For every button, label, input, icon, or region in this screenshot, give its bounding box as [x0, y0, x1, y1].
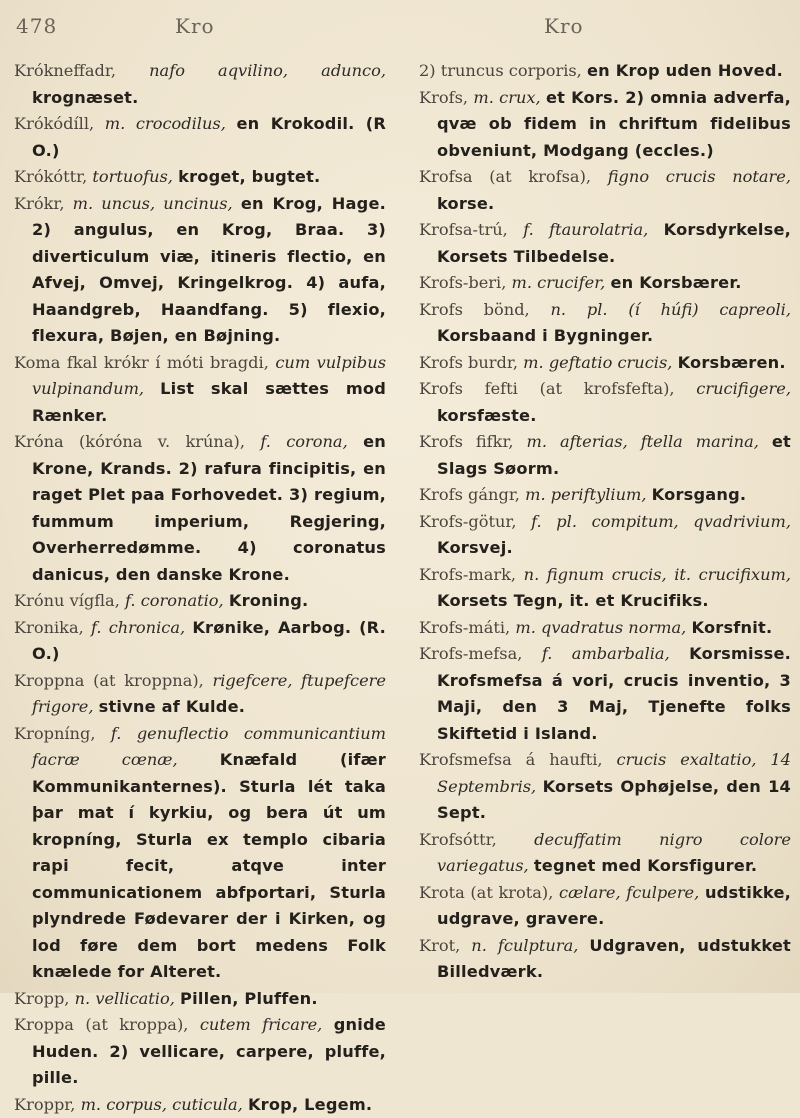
- dictionary-entry: [419, 880, 791, 933]
- dictionary-entry: [419, 376, 791, 429]
- latin-gloss: f. ftaurolatria,: [523, 220, 648, 239]
- dictionary-entry: [14, 191, 386, 350]
- latin-gloss: m. crux,: [473, 88, 540, 107]
- danish-gloss: Udgraven, udstukket Billedværk.: [437, 936, 791, 982]
- danish-gloss: List skal sættes mod Rænker.: [32, 379, 386, 425]
- headword: Kroppr,: [14, 1095, 75, 1114]
- dictionary-entry: [419, 270, 791, 297]
- headword: Krofs bönd,: [419, 300, 530, 319]
- headword: Kropp,: [14, 989, 69, 1008]
- danish-gloss: Korsvej.: [437, 538, 513, 557]
- headword: Krofs burdr,: [419, 353, 518, 372]
- danish-gloss: gnide Huden. 2) vellicare, carpere, pluffe, pille.: [32, 1015, 386, 1087]
- headword: Koma fkal krókr í móti bragdi,: [14, 353, 269, 372]
- latin-gloss: n. fignum crucis, it. crucifixum,: [524, 565, 791, 584]
- dictionary-entry: [419, 562, 791, 615]
- headword: Kroppna (at kroppna),: [14, 671, 204, 690]
- latin-gloss: f. corona,: [260, 432, 347, 451]
- latin-gloss: n. fculptura,: [471, 936, 578, 955]
- danish-gloss: en Krone, Krands. 2) rafura fincipitis, en raget Plet paa Forhovedet. 3) regium, fummum imperium, Regjering, Overherredømme. 4) coronatus danicus, den danske Krone.: [32, 432, 386, 584]
- dictionary-entry: [419, 641, 791, 747]
- dictionary-entry: [14, 58, 386, 111]
- latin-gloss: cutem fricare,: [200, 1015, 322, 1034]
- headword: Krofsmefsa á haufti,: [419, 750, 603, 769]
- dictionary-entry: [14, 615, 386, 668]
- danish-gloss: et Kors. 2) omnia adverfa, qvæ ob fidem in chriftum fidelibus obveniunt, Modgang (eccles.): [437, 88, 791, 160]
- headword: Krókr,: [14, 194, 65, 213]
- latin-gloss: m. corpus, cuticula,: [81, 1095, 243, 1114]
- dictionary-entry: [14, 1012, 386, 1092]
- dictionary-entry: [14, 350, 386, 430]
- dictionary-entry: [419, 429, 791, 482]
- dictionary-entry: [14, 1092, 386, 1118]
- latin-gloss: figno crucis notare,: [608, 167, 791, 186]
- dictionary-entry: [419, 217, 791, 270]
- danish-gloss: tegnet med Korsfigurer.: [534, 856, 757, 875]
- latin-gloss: cælare, fculpere,: [559, 883, 699, 902]
- danish-gloss: Korsgang.: [652, 485, 747, 504]
- headword: Krofsa (at krofsa),: [419, 167, 591, 186]
- danish-gloss: Korsbæren.: [678, 353, 786, 372]
- headword: Krofs gángr,: [419, 485, 520, 504]
- headword: Kroppa (at kroppa),: [14, 1015, 188, 1034]
- headword: Króna (kóróna v. krúna),: [14, 432, 245, 451]
- dictionary-entry: [14, 164, 386, 191]
- danish-gloss: Korsdyrkelse, Korsets Tilbedelse.: [437, 220, 791, 266]
- dictionary-entry: [14, 429, 386, 588]
- headword: Kronika,: [14, 618, 84, 637]
- danish-gloss: korse.: [437, 194, 494, 213]
- dictionary-entry: [419, 58, 791, 85]
- danish-gloss: en Krog, Hage. 2) angulus, en Krog, Braa. 3) diverticulum viæ, itineris flectio, en Afvej, Omvej, Kringelkrog. 4) aufa, Haandgreb, Haandfang. 5) flexio, flexura, Bøjen, en Bøjning.: [32, 194, 386, 346]
- latin-gloss: tortuofus,: [92, 167, 173, 186]
- danish-gloss: Knæfald (ifær Kommunikanternes). Sturla lét taka þar mat í kyrkiu, og bera út um kropníng, Sturla ex templo cibaria rapi fecit, atqve inter communicationem abfportari, Sturla plyndrede Fødevarer der i Kirken, og lod føre dem bort medens Folk knælede for Alteret.: [32, 750, 386, 981]
- headword: Krofs fifkr,: [419, 432, 514, 451]
- danish-gloss: en Krop uden Hoved.: [587, 61, 783, 80]
- dictionary-entry: [419, 85, 791, 165]
- dictionary-entry: [14, 111, 386, 164]
- danish-gloss: en Krokodil. (R O.): [32, 114, 386, 160]
- latin-gloss: m. crucifer,: [512, 273, 606, 292]
- danish-gloss: Kroning.: [229, 591, 309, 610]
- latin-gloss: f. chronica,: [91, 618, 185, 637]
- headword: 2) truncus corporis,: [419, 61, 582, 80]
- danish-gloss: kroget, bugtet.: [178, 167, 320, 186]
- latin-gloss: rigefcere, ftupefcere frigore,: [32, 671, 386, 717]
- latin-gloss: f. pl. compitum, qvadrivium,: [531, 512, 791, 531]
- dictionary-entry: [419, 827, 791, 880]
- latin-gloss: m. afterias, ftella marina,: [527, 432, 759, 451]
- danish-gloss: Korsets Tegn, it. et Krucifiks.: [437, 591, 709, 610]
- dictionary-entry: [419, 482, 791, 509]
- latin-gloss: nafo aqvilino, adunco,: [149, 61, 386, 80]
- latin-gloss: decuffatim nigro colore variegatus,: [437, 830, 791, 876]
- headword: Krofs fefti (at krofsfefta),: [419, 379, 675, 398]
- dictionary-entry: [14, 986, 386, 1013]
- danish-gloss: Pillen, Pluffen.: [180, 989, 318, 1008]
- headword: Krofsóttr,: [419, 830, 497, 849]
- headword: Krókódíll,: [14, 114, 94, 133]
- latin-gloss: crucifigere,: [696, 379, 791, 398]
- danish-gloss: Krønike, Aarbog. (R. O.): [32, 618, 386, 664]
- headword: Krofs-máti,: [419, 618, 510, 637]
- latin-gloss: n. pl. (í húfi) capreoli,: [551, 300, 792, 319]
- dictionary-entry: [14, 668, 386, 721]
- page-number: 478: [16, 14, 57, 38]
- latin-gloss: m. crocodilus,: [105, 114, 226, 133]
- danish-gloss: stivne af Kulde.: [99, 697, 245, 716]
- latin-gloss: f. ambarbalia,: [542, 644, 670, 663]
- dictionary-entry: [419, 747, 791, 827]
- danish-gloss: Krop, Legem.: [248, 1095, 372, 1114]
- dictionary-entry: [419, 297, 791, 350]
- latin-gloss: m. uncus, uncinus,: [73, 194, 233, 213]
- headword: Krofsa-trú,: [419, 220, 508, 239]
- left-column: [14, 58, 386, 1118]
- danish-gloss: Korsfnit.: [692, 618, 773, 637]
- danish-gloss: Korsmisse. Krofsmefsa á vori, crucis inventio, 3 Maji, den 3 Maj, Tjenefte folks Skiftetid i Island.: [437, 644, 791, 743]
- danish-gloss: Korsets Ophøjelse, den 14 Sept.: [437, 777, 791, 823]
- dictionary-entry: [419, 350, 791, 377]
- latin-gloss: m. periftylium,: [525, 485, 646, 504]
- headword: Krofs-mefsa,: [419, 644, 522, 663]
- dictionary-entry: [419, 615, 791, 642]
- headword: Krofs-götur,: [419, 512, 517, 531]
- latin-gloss: m. qvadratus norma,: [515, 618, 686, 637]
- latin-gloss: f. genuflectio communicantium facræ cœnæ,: [32, 724, 386, 770]
- left-guide-word: Kro: [175, 14, 215, 38]
- dictionary-entry: [419, 509, 791, 562]
- headword: Kropníng,: [14, 724, 95, 743]
- danish-gloss: et Slags Søorm.: [437, 432, 791, 478]
- headword: Krot,: [419, 936, 460, 955]
- headword: Krofs-beri,: [419, 273, 506, 292]
- danish-gloss: en Korsbærer.: [610, 273, 741, 292]
- dictionary-entry: [14, 721, 386, 986]
- headword: Krókneffadr,: [14, 61, 116, 80]
- dictionary-entry: [419, 164, 791, 217]
- latin-gloss: cum vulpibus vulpinandum,: [32, 353, 386, 399]
- headword: Krofs,: [419, 88, 468, 107]
- latin-gloss: n. vellicatio,: [75, 989, 175, 1008]
- dictionary-entry: [14, 588, 386, 615]
- danish-gloss: korsfæste.: [437, 406, 537, 425]
- danish-gloss: Korsbaand i Bygninger.: [437, 326, 653, 345]
- headword: Krókóttr,: [14, 167, 87, 186]
- dictionary-entry: [419, 933, 791, 986]
- latin-gloss: f. coronatio,: [125, 591, 224, 610]
- right-guide-word: Kro: [544, 14, 584, 38]
- right-column: [419, 58, 791, 986]
- latin-gloss: crucis exaltatio, 14 Septembris,: [437, 750, 791, 796]
- danish-gloss: krognæset.: [32, 88, 138, 107]
- headword: Krofs-mark,: [419, 565, 516, 584]
- danish-gloss: udstikke, udgrave, gravere.: [437, 883, 791, 929]
- headword: Krota (at krota),: [419, 883, 553, 902]
- latin-gloss: m. geftatio crucis,: [523, 353, 672, 372]
- headword: Krónu vígfla,: [14, 591, 120, 610]
